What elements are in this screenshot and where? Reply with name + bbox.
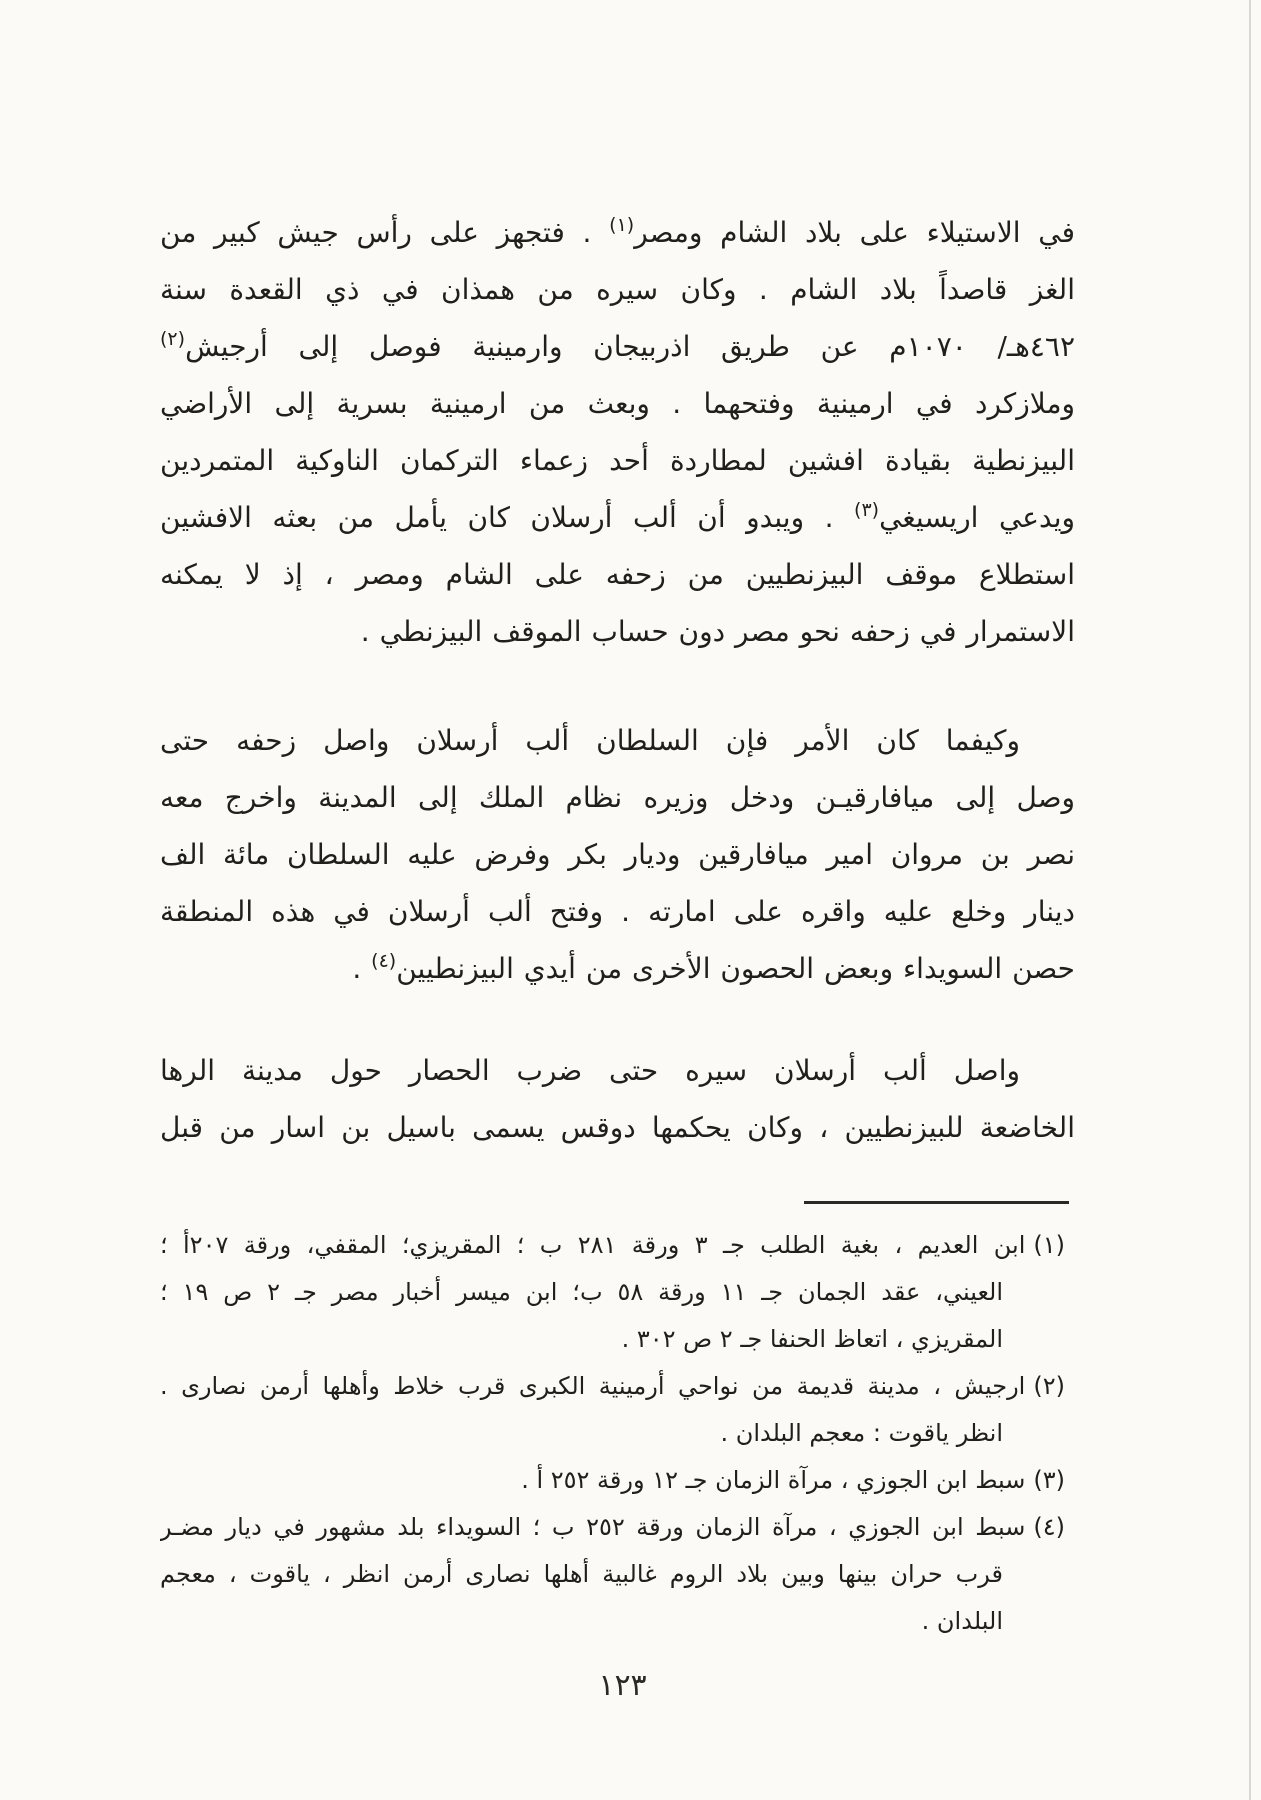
page-edge-line <box>1249 0 1251 1800</box>
text-segment: . ويبدو أن ألب أرسلان كان يأمل من بعثه الافشين <box>160 501 855 534</box>
footnote-text: ارجيش ، مدينة قديمة من نواحي أرمينية الكبرى قرب خلاط وأهلها أرمن نصارى . <box>160 1372 1026 1400</box>
footnote-ref: (٣) <box>854 499 880 521</box>
body-line: استطلاع موقف البيزنطيين من زحفه على الشام ومصر ، إذ لا يمكنه <box>160 558 1075 591</box>
footnote-separator <box>804 1201 1069 1204</box>
body-line <box>160 489 1075 546</box>
footnote-marker: (٤) <box>1033 1513 1065 1541</box>
body-line: الغز قاصداً بلاد الشام . وكان سيره من همذان في ذي القعدة سنة <box>160 273 1075 306</box>
footnote-ref: (٤) <box>371 950 397 972</box>
footnote-line: المقريزي ، اتعاظ الحنفا جـ ٢ ص ٣٠٢ . <box>621 1325 1003 1353</box>
page-number: ١٢٣ <box>598 1668 647 1703</box>
footnote <box>160 1363 1065 1457</box>
text-segment: . فتجهز على رأس جيش كبير من <box>160 216 610 249</box>
body-line: وكيفما كان الأمر فإن السلطان ألب أرسلان واصل زحفه حتى <box>160 724 1020 757</box>
paragraph <box>160 204 1075 660</box>
footnote <box>160 1222 1065 1363</box>
body-text <box>160 204 1075 1156</box>
footnote <box>160 1504 1065 1645</box>
footnote-line: انظر ياقوت : معجم البلدان . <box>720 1419 1003 1447</box>
footnote-text: سبط ابن الجوزي ، مرآة الزمان جـ ١٢ ورقة ٢٥٢ أ . <box>521 1466 1026 1494</box>
text-segment: ٤٦٢هـ/ ١٠٧٠م عن طريق اذربيجان وارمينية فوصل إلى أرجيش <box>185 330 1075 363</box>
text-segment: حصن السويداء وبعض الحصون الأخرى من أيدي البيزنطيين <box>396 952 1075 985</box>
footnote-ref: (١) <box>609 214 635 236</box>
footnote-text: ابن العديم ، بغية الطلب جـ ٣ ورقة ٢٨١ ب ؛ المقريزي؛ المقفي، ورقة ٢٠٧أ ؛ <box>160 1231 1026 1259</box>
body-line: الاستمرار في زحفه نحو مصر دون حساب الموقف البيزنطي . <box>360 615 1075 648</box>
text-segment: . <box>352 952 372 985</box>
footnote-line <box>160 1363 1065 1410</box>
body-line: وصل إلى ميافارقيـن ودخل وزيره نظام الملك إلى المدينة واخرج معه <box>160 781 1075 814</box>
footnote-line <box>160 1457 1065 1504</box>
body-line: نصر بن مروان امير ميافارقين وديار بكر وفرض عليه السلطان مائة الف <box>160 838 1075 871</box>
text-segment: في الاستيلاء على بلاد الشام ومصر <box>634 216 1075 249</box>
body-line <box>160 318 1075 375</box>
body-line: وملازكرد في ارمينية وفتحهما . وبعث من ارمينية بسرية إلى الأراضي <box>160 387 1075 420</box>
body-line <box>160 940 1075 997</box>
footnote-text: سبط ابن الجوزي ، مرآة الزمان ورقة ٢٥٢ ب ؛ السويداء بلد مشهور في ديار مضـر <box>160 1513 1026 1541</box>
footnote-line: قرب حران بينها وبين بلاد الروم غالبية أهلها نصارى أرمن انظر ، ياقوت ، معجم <box>160 1560 1003 1588</box>
paragraph <box>160 712 1075 997</box>
footnote-line: العيني، عقد الجمان جـ ١١ ورقة ٥٨ ب؛ ابن ميسر أخبار مصر جـ ٢ ص ١٩ ؛ <box>160 1278 1003 1306</box>
footnote <box>160 1457 1065 1504</box>
footnote-line <box>160 1504 1065 1551</box>
footnote-marker: (٢) <box>1033 1372 1065 1400</box>
body-line: البيزنطية بقيادة افشين لمطاردة أحد زعماء التركمان الناوكية المتمردين <box>160 444 1075 477</box>
footnote-marker: (١) <box>1033 1231 1065 1259</box>
paragraph <box>160 1042 1075 1156</box>
body-line <box>160 204 1075 261</box>
footnotes <box>160 1222 1065 1645</box>
footnote-line <box>160 1222 1065 1269</box>
body-line: واصل ألب أرسلان سيره حتى ضرب الحصار حول مدينة الرها <box>160 1054 1020 1087</box>
text-segment: ويدعي اريسيغي <box>879 501 1075 534</box>
body-line: الخاضعة للبيزنطيين ، وكان يحكمها دوقس يسمى باسيل بن اسار من قبل <box>160 1111 1075 1144</box>
body-line: دينار وخلع عليه واقره على امارته . وفتح ألب أرسلان في هذه المنطقة <box>160 895 1075 928</box>
footnote-line: البلدان . <box>921 1607 1003 1635</box>
footnote-marker: (٣) <box>1033 1466 1065 1494</box>
footnote-ref: (٢) <box>160 328 186 350</box>
